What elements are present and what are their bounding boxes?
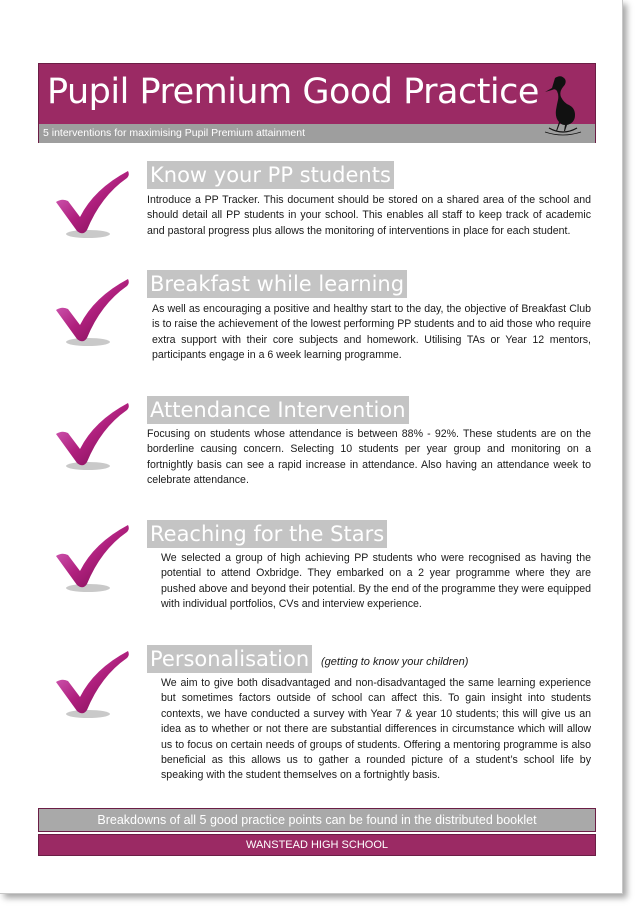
section-body: Introduce a PP Tracker. This document should be stored on a shared area of the school and should detail all PP students in your school. This enables all staff to keep track of academic and pastoral progress plus allows the monitoring of interventions in place for each student. — [147, 194, 591, 237]
checkmark-icon — [52, 276, 132, 348]
section-title: Reaching for the Stars — [147, 520, 387, 548]
checkmark-icon — [52, 168, 132, 240]
checkmark-icon — [52, 400, 132, 472]
page-subtitle: 5 interventions for maximising Pupil Premium attainment — [43, 127, 306, 139]
checkmark-icon — [52, 648, 132, 720]
section-body: We aim to give both disadvantaged and non-disadvantaged the same learning experience but sometimes factors outside of school can affect this. To gain insight into students contexts, we have conducted a survey with Year 7 & year 10 students; this will give us an idea as to whether or not there are substantial differences in circumstance which will allow us to focus on certain needs of groups of students. Offering a mentoring programme is also beneficial as this allows us to gather a rounded picture of a student’s school life by speaking with the student themselves on a fortnightly basis. — [161, 677, 591, 782]
checkmark-icon — [52, 522, 132, 594]
section-title: Attendance Intervention — [147, 396, 409, 424]
footer-school-bar: WANSTEAD HIGH SCHOOL — [38, 834, 596, 856]
footer-note-bar: Breakdowns of all 5 good practice points can be found in the distributed booklet — [38, 808, 596, 832]
section-body: As well as encouraging a positive and healthy start to the day, the objective of Breakfast Club is to raise the achievement of the lowest performing PP students and to aid those who require extra support with their core subjects and homework. Utilising TAs or Year 12 mentors, participants engage in a 6 week learning programme. — [152, 303, 591, 362]
section-note: (getting to know your children) — [321, 656, 469, 668]
page-title: Pupil Premium Good Practice — [47, 72, 539, 112]
heron-crest-icon — [541, 72, 585, 136]
section-title: Know your PP students — [147, 161, 394, 189]
section-title: Breakfast while learning — [147, 270, 407, 298]
section-body: Focusing on students whose attendance is between 88% - 92%. These students are on the borderline causing concern. Selecting 10 students per year group and monitoring on a fortnightly basis can see a rapid increase in attendance. Also having an attendance week to celebrate attendance. — [147, 428, 591, 487]
header-banner — [38, 63, 596, 143]
section-title: Personalisation — [147, 645, 312, 673]
section-body: We selected a group of high achieving PP students who were recognised as having the potential to attend Oxbridge. They embarked on a 2 year programme where they are pushed above and beyond their potential. By the end of the programme they were equipped with individual portfolios, CVs and interview experience. — [161, 552, 591, 611]
